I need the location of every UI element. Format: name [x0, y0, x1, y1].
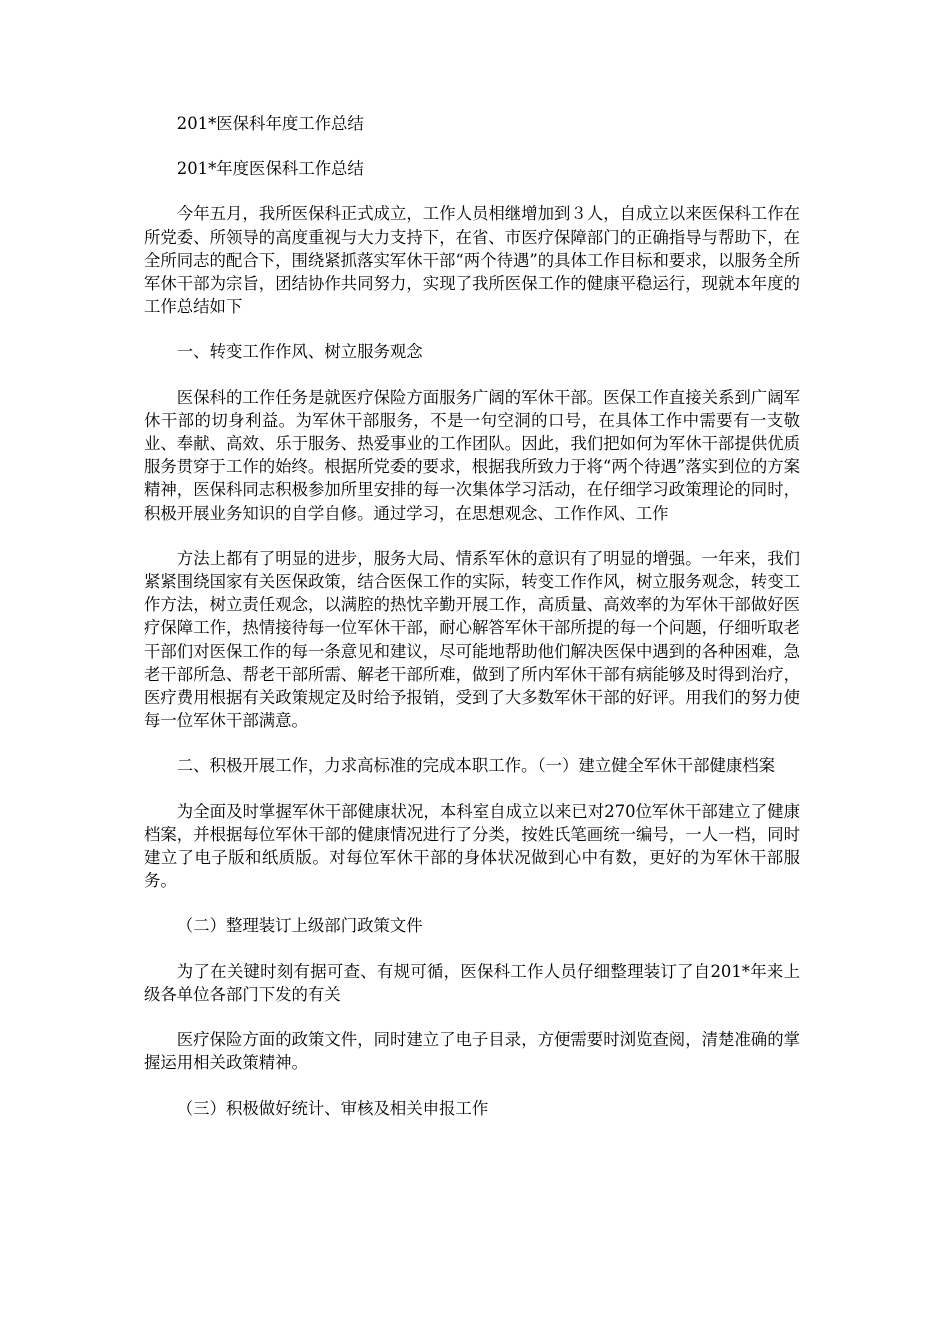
document-page	[144, 112, 800, 1142]
paragraph-policy-files-b: 医疗保险方面的政策文件，同时建立了电子目录，方便需要时浏览查阅，清楚准确的掌握运用相关政策精神。	[144, 1030, 800, 1073]
section-heading-1: 一、转变工作作风、树立服务观念	[176, 342, 423, 362]
paragraph-section1-b: 方法上都有了明显的进步，服务大局、情系军休的意识有了明显的增强。一年来，我们紧紧围绕国家有关医保政策，结合医保工作的实际，转变工作作风，树立服务观念，转变工作方法，树立责任观念，以满腔的热忱辛勤开展工作，高质量、高效率的为军休干部做好医疗保障工作，热情接待每一位军休干部，耐心解答军休干部所提的每一个问题，仔细听取老干部们对医保工作的每一条意见和建议，尽可能地帮助他们解决医保中遇到的各种困难，急老干部所急、帮老干部所需、解老干部所难，做到了所内军休干部有病能够及时得到治疗，医疗费用根据有关政策规定及时给予报销，受到了大多数军休干部的好评。用我们的努力使每一位军休干部满意。	[144, 548, 800, 731]
paragraph-policy-files-a: 为了在关键时刻有据可查、有规可循，医保科工作人员仔细整理装订了自201*年来上级各单位各部门下发的有关	[144, 961, 800, 1004]
subsection-heading-2: （二）整理装订上级部门政策文件	[176, 916, 423, 936]
document-subtitle: 201*年度医保科工作总结	[176, 159, 364, 179]
paragraph-section1-a: 医保科的工作任务是就医疗保险方面服务广阔的军休干部。医保工作直接关系到广阔军休干部的切身利益。为军休干部服务，不是一句空洞的口号，在具体工作中需要有一支敬业、奉献、高效、乐于服务、热爱事业的工作团队。因此，我们把如何为军休干部提供优质服务贯穿于工作的始终。根据所党委的要求，根据我所致力于将“两个待遇”落实到位的方案精神，医保科同志积极参加所里安排的每一次集体学习活动，在仔细学习政策理论的同时，积极开展业务知识的自学自修。通过学习，在思想观念、工作作风、工作	[144, 387, 800, 523]
section-heading-2: 二、积极开展工作，力求高标准的完成本职工作。（一）建立健全军休干部健康档案	[176, 756, 776, 776]
paragraph-intro: 今年五月，我所医保科正式成立，工作人员相继增加到３人，自成立以来医保科工作在所党委、所领导的高度重视与大力支持下，在省、市医疗保障部门的正确指导与帮助下，在全所同志的配合下，围绕紧抓落实军休干部“两个待遇”的具体工作目标和要求，以服务全所军休干部为宗旨，团结协作共同努力，实现了我所医保工作的健康平稳运行，现就本年度的工作总结如下	[144, 204, 800, 317]
paragraph-health-records: 为全面及时掌握军休干部健康状况，本科室自成立以来已对270位军休干部建立了健康档案，并根据每位军休干部的健康情况进行了分类，按姓氏笔画统一编号，一人一档，同时建立了电子版和纸质版。对每位军休干部的身体状况做到心中有数，更好的为军休干部服务。	[144, 801, 800, 891]
subsection-heading-3: （三）积极做好统计、审核及相关申报工作	[176, 1098, 489, 1118]
document-title: 201*医保科年度工作总结	[176, 114, 364, 133]
